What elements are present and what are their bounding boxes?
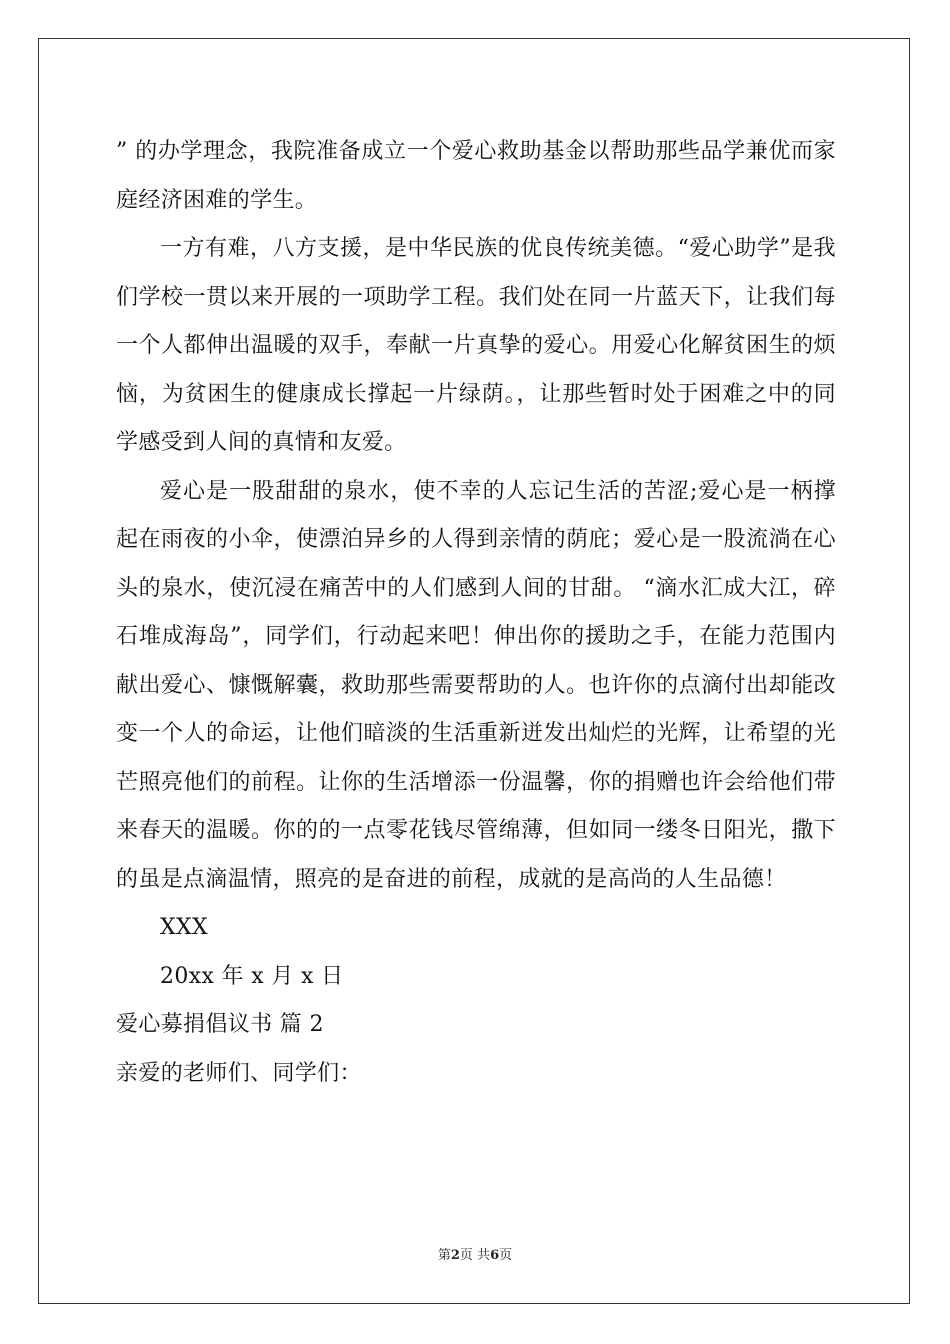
footer-suffix: 页 xyxy=(499,1248,513,1263)
date-line: 20xx 年 x 月 x 日 xyxy=(160,963,344,989)
document-body xyxy=(116,128,836,1098)
signature: XXX xyxy=(160,915,209,940)
footer-total-pages: 6 xyxy=(490,1248,500,1263)
footer-current-page: 2 xyxy=(450,1248,460,1263)
paragraph-1: ” 的办学理念，我院准备成立一个爱心救助基金以帮助那些品学兼优而家庭经济困难的学生。 xyxy=(116,139,836,213)
page-footer xyxy=(0,1247,950,1265)
paragraph-3: 爱心是一股甜甜的泉水，使不幸的人忘记生活的苦涩;爱心是一柄撑起在雨夜的小伞，使漂泊异乡的人得到亲情的荫庇；爱心是一股流淌在心头的泉水，使沉浸在痛苦中的人们感到人间的甘甜。 “滴水汇成大江，碎石堆成海岛”，同学们，行动起来吧！伸出你的援助之手，在能力范围内献出爱心、慷慨解囊，救助那些需要帮助的人。也许你的点滴付出却能改变一个人的命运，让他们暗淡的生活重新迸发出灿烂的光辉，让希望的光芒照亮他们的前程。让你的生活增添一份温馨，你的捐赠也许会给他们带来春天的温暖。你的的一点零花钱尽管绵薄，但如同一缕冬日阳光，撒下的虽是点滴温情，照亮的是奋进的前程，成就的是高尚的人生品德！ xyxy=(116,478,836,892)
salutation: 亲爱的老师们、同学们： xyxy=(116,1060,362,1086)
paragraph-2: 一方有难，八方支援，是中华民族的优良传统美德。“爱心助学”是我们学校一贯以来开展的一项助学工程。我们处在同一片蓝天下，让我们每一个人都伸出温暖的双手，奉献一片真挚的爱心。用爱心化解贫困生的烦恼，为贫困生的健康成长撑起一片绿荫。，让那些暂时处于困难之中的同学感受到人间的真情和友爱。 xyxy=(116,236,836,455)
footer-middle: 页 共 xyxy=(459,1248,491,1263)
section-title: 爱心募捐倡议书 篇 2 xyxy=(116,1012,324,1037)
footer-prefix: 第 xyxy=(437,1248,451,1263)
